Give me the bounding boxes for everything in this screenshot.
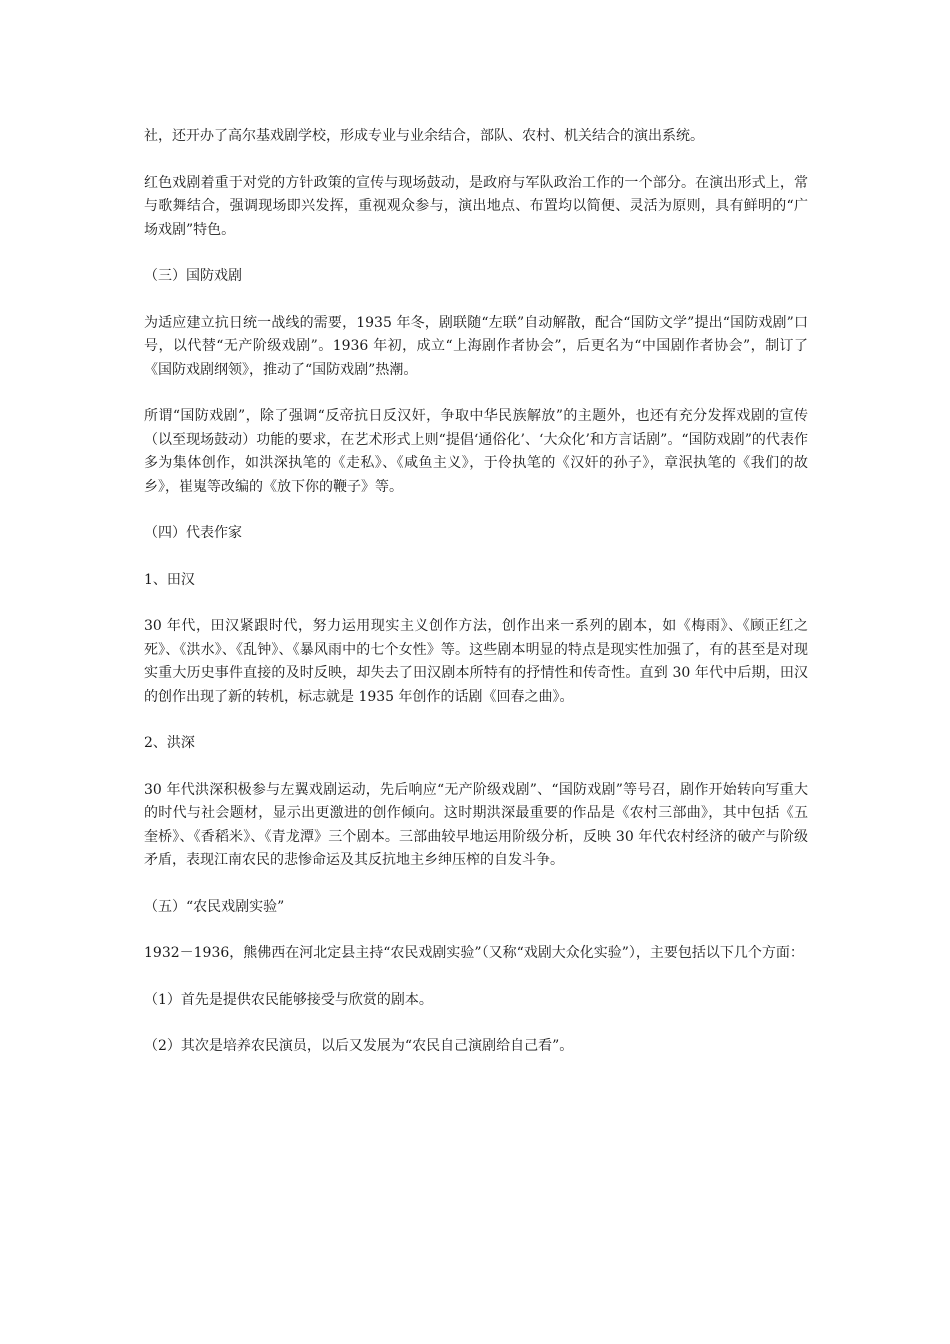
paragraph-national-defense-definition: 所谓“国防戏剧”，除了强调“反帝抗日反汉奸，争取中华民族解放”的主题外，也还有充分发挥戏剧的宣传（以至现场鼓动）功能的要求，在艺术形式上则“提倡‘通俗化’、‘大众化’和方言话剧”。“国防戏剧”的代表作多为集体创作，如洪深执笔的《走私》、《咸鱼主义》，于伶执笔的《汉奸的孙子》，章泯执笔的《我们的故乡》，崔嵬等改编的《放下你的鞭子》等。: [144, 408, 808, 495]
paragraph-tian-han: 30 年代，田汉紧跟时代，努力运用现实主义创作方法，创作出来一系列的剧本，如《梅雨》、《顾正红之死》、《洪水》、《乱钟》、《暴风雨中的七个女性》等。这些剧本明显的特点是现实性加强了，有的甚至是对现实重大历史事件直接的及时反映，却失去了田汉剧本所特有的抒情性和传奇性。直到 30 年代中后期，田汉的创作出现了新的转机，标志就是 1935 年创作的话剧《回春之曲》。: [144, 618, 808, 705]
subheading-tian-han: 1、田汉: [144, 571, 195, 588]
section-heading-peasant-drama: （五）“农民戏剧实验”: [144, 898, 285, 915]
paragraph-performance-system: 社，还开办了高尔基戏剧学校，形成专业与业余结合，部队、农村、机关结合的演出系统。: [144, 128, 704, 144]
paragraph-hong-shen: 30 年代洪深积极参与左翼戏剧运动，先后响应“无产阶级戏剧”、“国防戏剧”等号召，剧作开始转向写重大的时代与社会题材，显示出更激进的创作倾向。这时期洪深最重要的作品是《农村三部曲》，其中包括《五奎桥》、《香稻米》、《青龙潭》三个剧本。三部曲较早地运用阶级分析，反映 30 年代农村经济的破产与阶级矛盾，表现江南农民的悲惨命运及其反抗地主乡绅压榨的自发斗争。: [144, 781, 808, 868]
section-heading-national-defense-drama: （三）国防戏剧: [144, 268, 242, 284]
paragraph-red-drama: 红色戏剧着重于对党的方针政策的宣传与现场鼓动，是政府与军队政治工作的一个部分。在演出形式上，常与歌舞结合，强调现场即兴发挥，重视观众参与，演出地点、布置均以简便、灵活为原则，具有鲜明的“广场戏剧”特色。: [144, 174, 808, 238]
list-item-scripts: （1）首先是提供农民能够接受与欣赏的剧本。: [144, 991, 433, 1008]
section-heading-representative-writers: （四）代表作家: [144, 525, 242, 541]
list-item-actors: （2）其次是培养农民演员，以后又发展为“农民自己演剧给自己看”。: [144, 1038, 574, 1054]
paragraph-peasant-drama-intro: 1932－1936，熊佛西在河北定县主持“农民戏剧实验”（又称“戏剧大众化实验”），主要包括以下几个方面：: [144, 945, 804, 961]
subheading-hong-shen: 2、洪深: [144, 735, 195, 751]
paragraph-national-defense-origin: 为适应建立抗日统一战线的需要，1935 年冬，剧联随“左联”自动解散，配合“国防文学”提出“国防戏剧”口号，以代替“无产阶级戏剧”。1936 年初，成立“上海剧作者协会”，后更名为“中国剧作者协会”，制订了《国防戏剧纲领》，推动了“国防戏剧”热潮。: [144, 314, 808, 378]
document-page: [144, 125, 808, 1082]
